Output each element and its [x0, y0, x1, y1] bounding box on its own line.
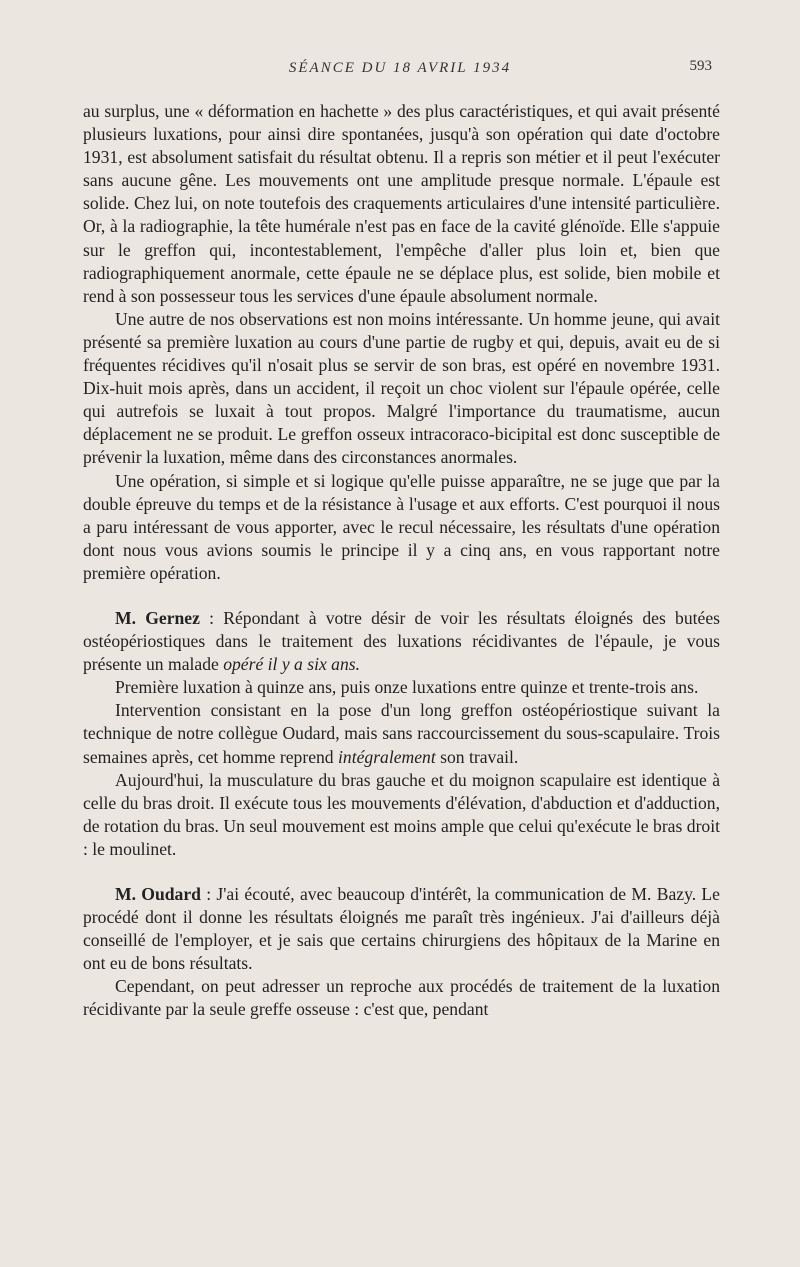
speaker-gernez: M. Gernez [115, 607, 200, 628]
paragraph-gernez [83, 607, 720, 676]
paragraph-observation: Une autre de nos observations est non moins intéressante. Un homme jeune, qui avait présenté sa première luxation au cours d'une partie de rugby et qui, depuis, avait eu de si fréquentes récidives qu'il n'osait plus se servir de son bras, est opéré en novembre 1931. Dix-huit mois après, dans un accident, il reçoit un choc violent sur l'épaule opérée, celle qui autrefois se luxait à tout propos. Malgré l'importance du traumatisme, aucun déplacement ne se produit. Le greffon osseux intracoraco-bicipital est donc susceptible de prévenir la luxation, même dans des circonstances anormales. [83, 308, 720, 468]
header-title: SÉANCE DU 18 AVRIL 1934 [288, 60, 512, 76]
paragraph-today: Aujourd'hui, la musculature du bras gauche et du moignon scapulaire est identique à celle du bras droit. Il exécute tous les mouvements d'élévation, d'abduction et d'adduction, de rotation du bras. Un seul mouvement est moins ample que celui qu'exécute le bras droit : le moulinet. [83, 769, 720, 859]
paragraph-intervention [83, 699, 720, 768]
running-header [0, 58, 800, 84]
page-number: 593 [689, 58, 712, 74]
body-text [83, 100, 720, 1022]
paragraph-however: Cependant, on peut adresser un reproche aux procédés de traitement de la luxation récidivante par la seule greffe osseuse : c'est que, pendant [83, 976, 720, 1020]
oudard-text: : J'ai écouté, avec beaucoup d'intérêt, la communication de M. Bazy. Le procédé dont il donne les résultats éloignés me paraît très ingénieux. J'ai d'ailleurs déjà conseillé de l'employer, et je sais que certains chirurgiens des hôpitaux de la Marine en ont eu de bons résultats. [83, 884, 720, 974]
intervention-italic: intégralement [338, 746, 436, 767]
section-gap [83, 585, 720, 607]
gernez-text: : Répondant à votre désir de voir les résultats éloignés des butées ostéopériostiques dans le traitement des luxations récidivantes de l'épaule, je vous présente un malade [83, 607, 720, 675]
paragraph-oudard [83, 883, 720, 975]
speaker-oudard: M. Oudard [115, 884, 201, 904]
intervention-tail: son travail. [435, 746, 519, 767]
paragraph-continuation: au surplus, une « déformation en hachette » des plus caractéristiques, et qui avait présenté plusieurs luxations, pour ainsi dire spontanées, jusqu'à son opération qui date d'octobre 1931, est absolument satisfait du résultat obtenu. Il a repris son métier et il peut l'exécuter sans aucune gêne. Les mouvements ont une amplitude presque normale. L'épaule est solide. Chez lui, on note toutefois des craquements articulaires d'une intensité particulière. Or, à la radiographie, la tête humérale n'est pas en face de la cavité glénoïde. Elle s'appuie sur le greffon qui, incontestablement, l'empêche d'aller plus loin et, bien que radiographiquement anormale, cette épaule ne se déplace plus, est solide, bien mobile et rend à son possesseur tous les services d'une épaule absolument normale. [83, 101, 720, 306]
gernez-italic: opéré il y a six ans. [223, 654, 361, 675]
paragraph-first-luxation: Première luxation à quinze ans, puis onze luxations entre quinze et trente-trois ans. [115, 677, 699, 698]
paragraph-conclusion: Une opération, si simple et si logique qu'elle puisse apparaître, ne se juge que par la double épreuve du temps et de la résistance à l'usage et aux efforts. C'est pourquoi il nous a paru intéressant de vous apporter, avec le recul nécessaire, les résultats d'une opération dont nous vous avions soumis le principe il y a cinq ans, en vous rapportant notre première opération. [83, 470, 720, 583]
intervention-text: Intervention consistant en la pose d'un long greffon ostéopériostique suivant la technique de notre collègue Oudard, mais sans raccourcissement du sous-scapulaire. Trois semaines après, cet homme reprend [83, 700, 720, 767]
section-gap [83, 861, 720, 883]
